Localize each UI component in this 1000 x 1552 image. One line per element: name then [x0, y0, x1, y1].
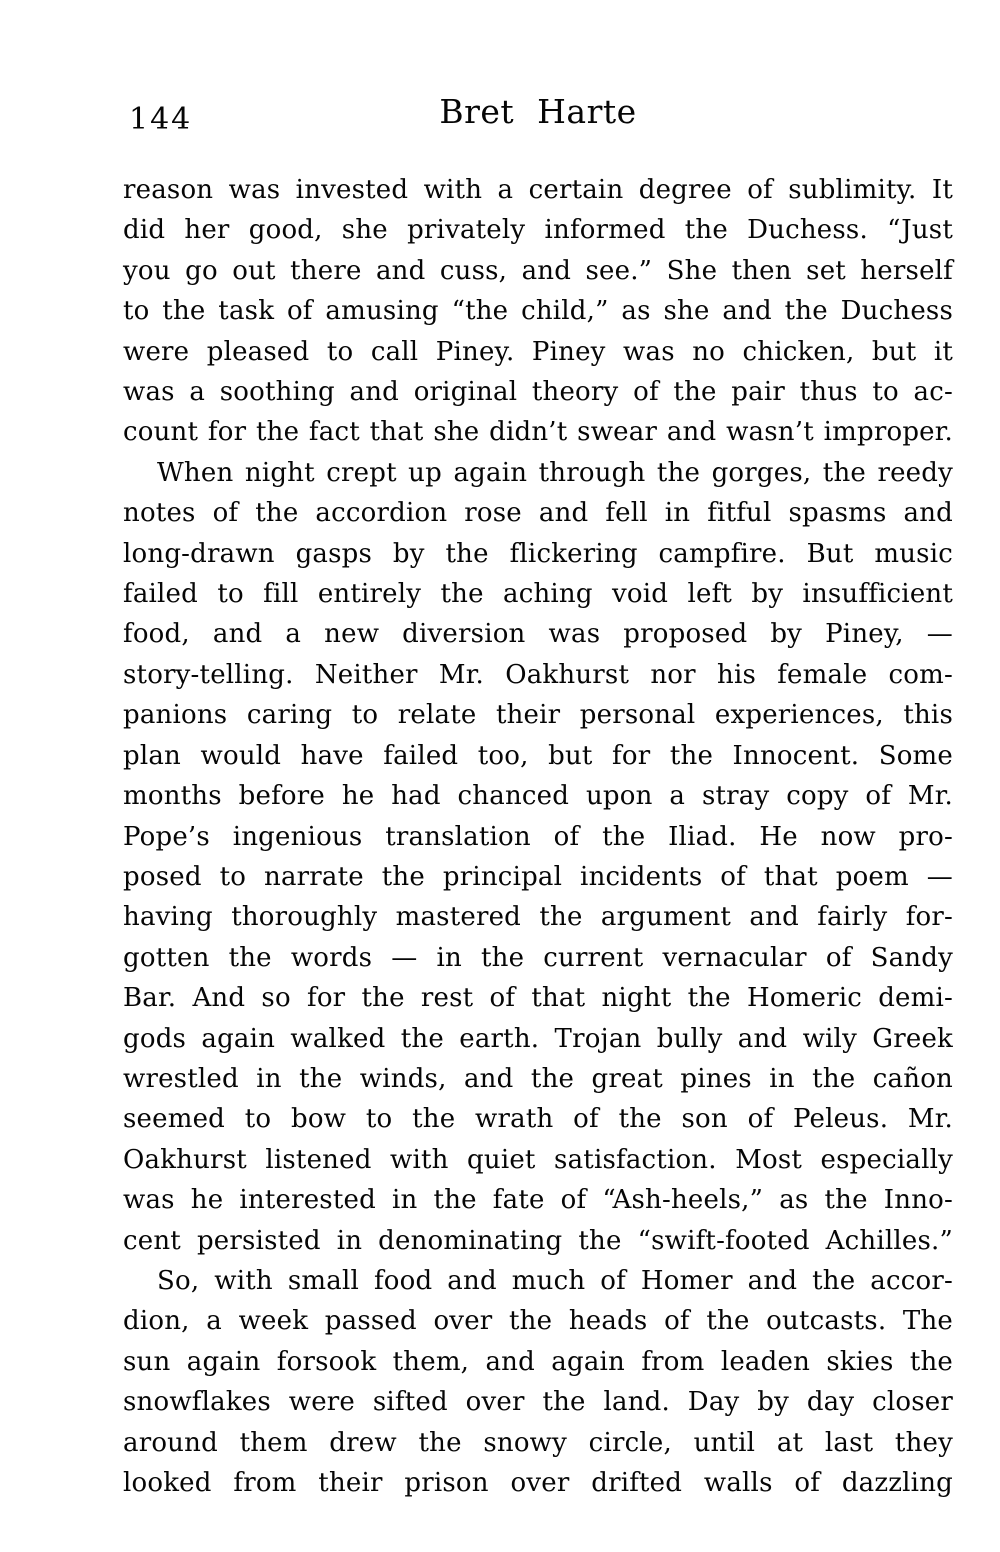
text-line: months before he had chanced upon a stray copy of Mr. [123, 781, 953, 812]
running-header: Bret Harte [439, 92, 637, 131]
text-line: snowflakes were sifted over the land. Day by day closer [123, 1387, 953, 1418]
page-body [123, 170, 953, 1503]
text-line: Pope’s ingenious translation of the Iliad. He now pro- [123, 821, 953, 852]
page-header [123, 92, 953, 142]
text-line: around them drew the snowy circle, until at last they [123, 1427, 953, 1458]
text-line: dion, a week passed over the heads of the outcasts. The [123, 1306, 953, 1337]
text-line: posed to narrate the principal incidents of that poem — [123, 861, 953, 892]
text-line: count for the fact that she didn’t swear and wasn’t improper. [123, 417, 953, 448]
text-line: gotten the words — in the current vernacular of Sandy [123, 942, 953, 973]
text-line: reason was invested with a certain degree of sublimity. It [123, 175, 953, 205]
text-line: long-drawn gasps by the flickering campfire. But music [123, 538, 953, 569]
text-line: wrestled in the winds, and the great pines in the cañon [123, 1063, 953, 1094]
text-line: food, and a new diversion was proposed by Piney, — [123, 619, 953, 650]
text-line: looked from their prison over drifted walls of dazzling [123, 1468, 953, 1498]
text-line: plan would have failed too, but for the Innocent. Some [123, 740, 953, 771]
text-line: were pleased to call Piney. Piney was no chicken, but it [123, 336, 953, 367]
text-line: was a soothing and original theory of the pair thus to ac- [123, 377, 953, 408]
text-line: Bar. And so for the rest of that night the Homeric demi- [123, 983, 953, 1014]
text-line: having thoroughly mastered the argument and fairly for- [123, 902, 953, 933]
text-line: So, with small food and much of Homer and the accor- [157, 1265, 953, 1296]
text-line: notes of the accordion rose and fell in fitful spasms and [123, 498, 953, 529]
text-line: story-telling. Neither Mr. Oakhurst nor his female com- [123, 659, 953, 690]
text-line: was he interested in the fate of “Ash-heels,” as the Inno- [123, 1185, 953, 1216]
text-line: When night crept up again through the gorges, the reedy [157, 457, 953, 488]
text-line: failed to fill entirely the aching void left by insufficient [123, 579, 953, 610]
text-line: sun again forsook them, and again from leaden skies the [123, 1346, 953, 1377]
text-line: to the task of amusing “the child,” as she and the Duchess [123, 296, 953, 327]
text-line: seemed to bow to the wrath of the son of Peleus. Mr. [123, 1104, 953, 1135]
text-line: gods again walked the earth. Trojan bully and wily Greek [123, 1023, 953, 1054]
page-number: 144 [129, 102, 193, 137]
text-line: Oakhurst listened with quiet satisfaction. Most especially [123, 1144, 953, 1175]
text-line: cent persisted in denominating the “swift-footed Achilles.” [123, 1225, 953, 1256]
text-line: did her good, she privately informed the Duchess. “Just [123, 215, 953, 246]
text-line: you go out there and cuss, and see.” She then set herself [123, 255, 953, 286]
text-line: panions caring to relate their personal experiences, this [123, 700, 953, 731]
